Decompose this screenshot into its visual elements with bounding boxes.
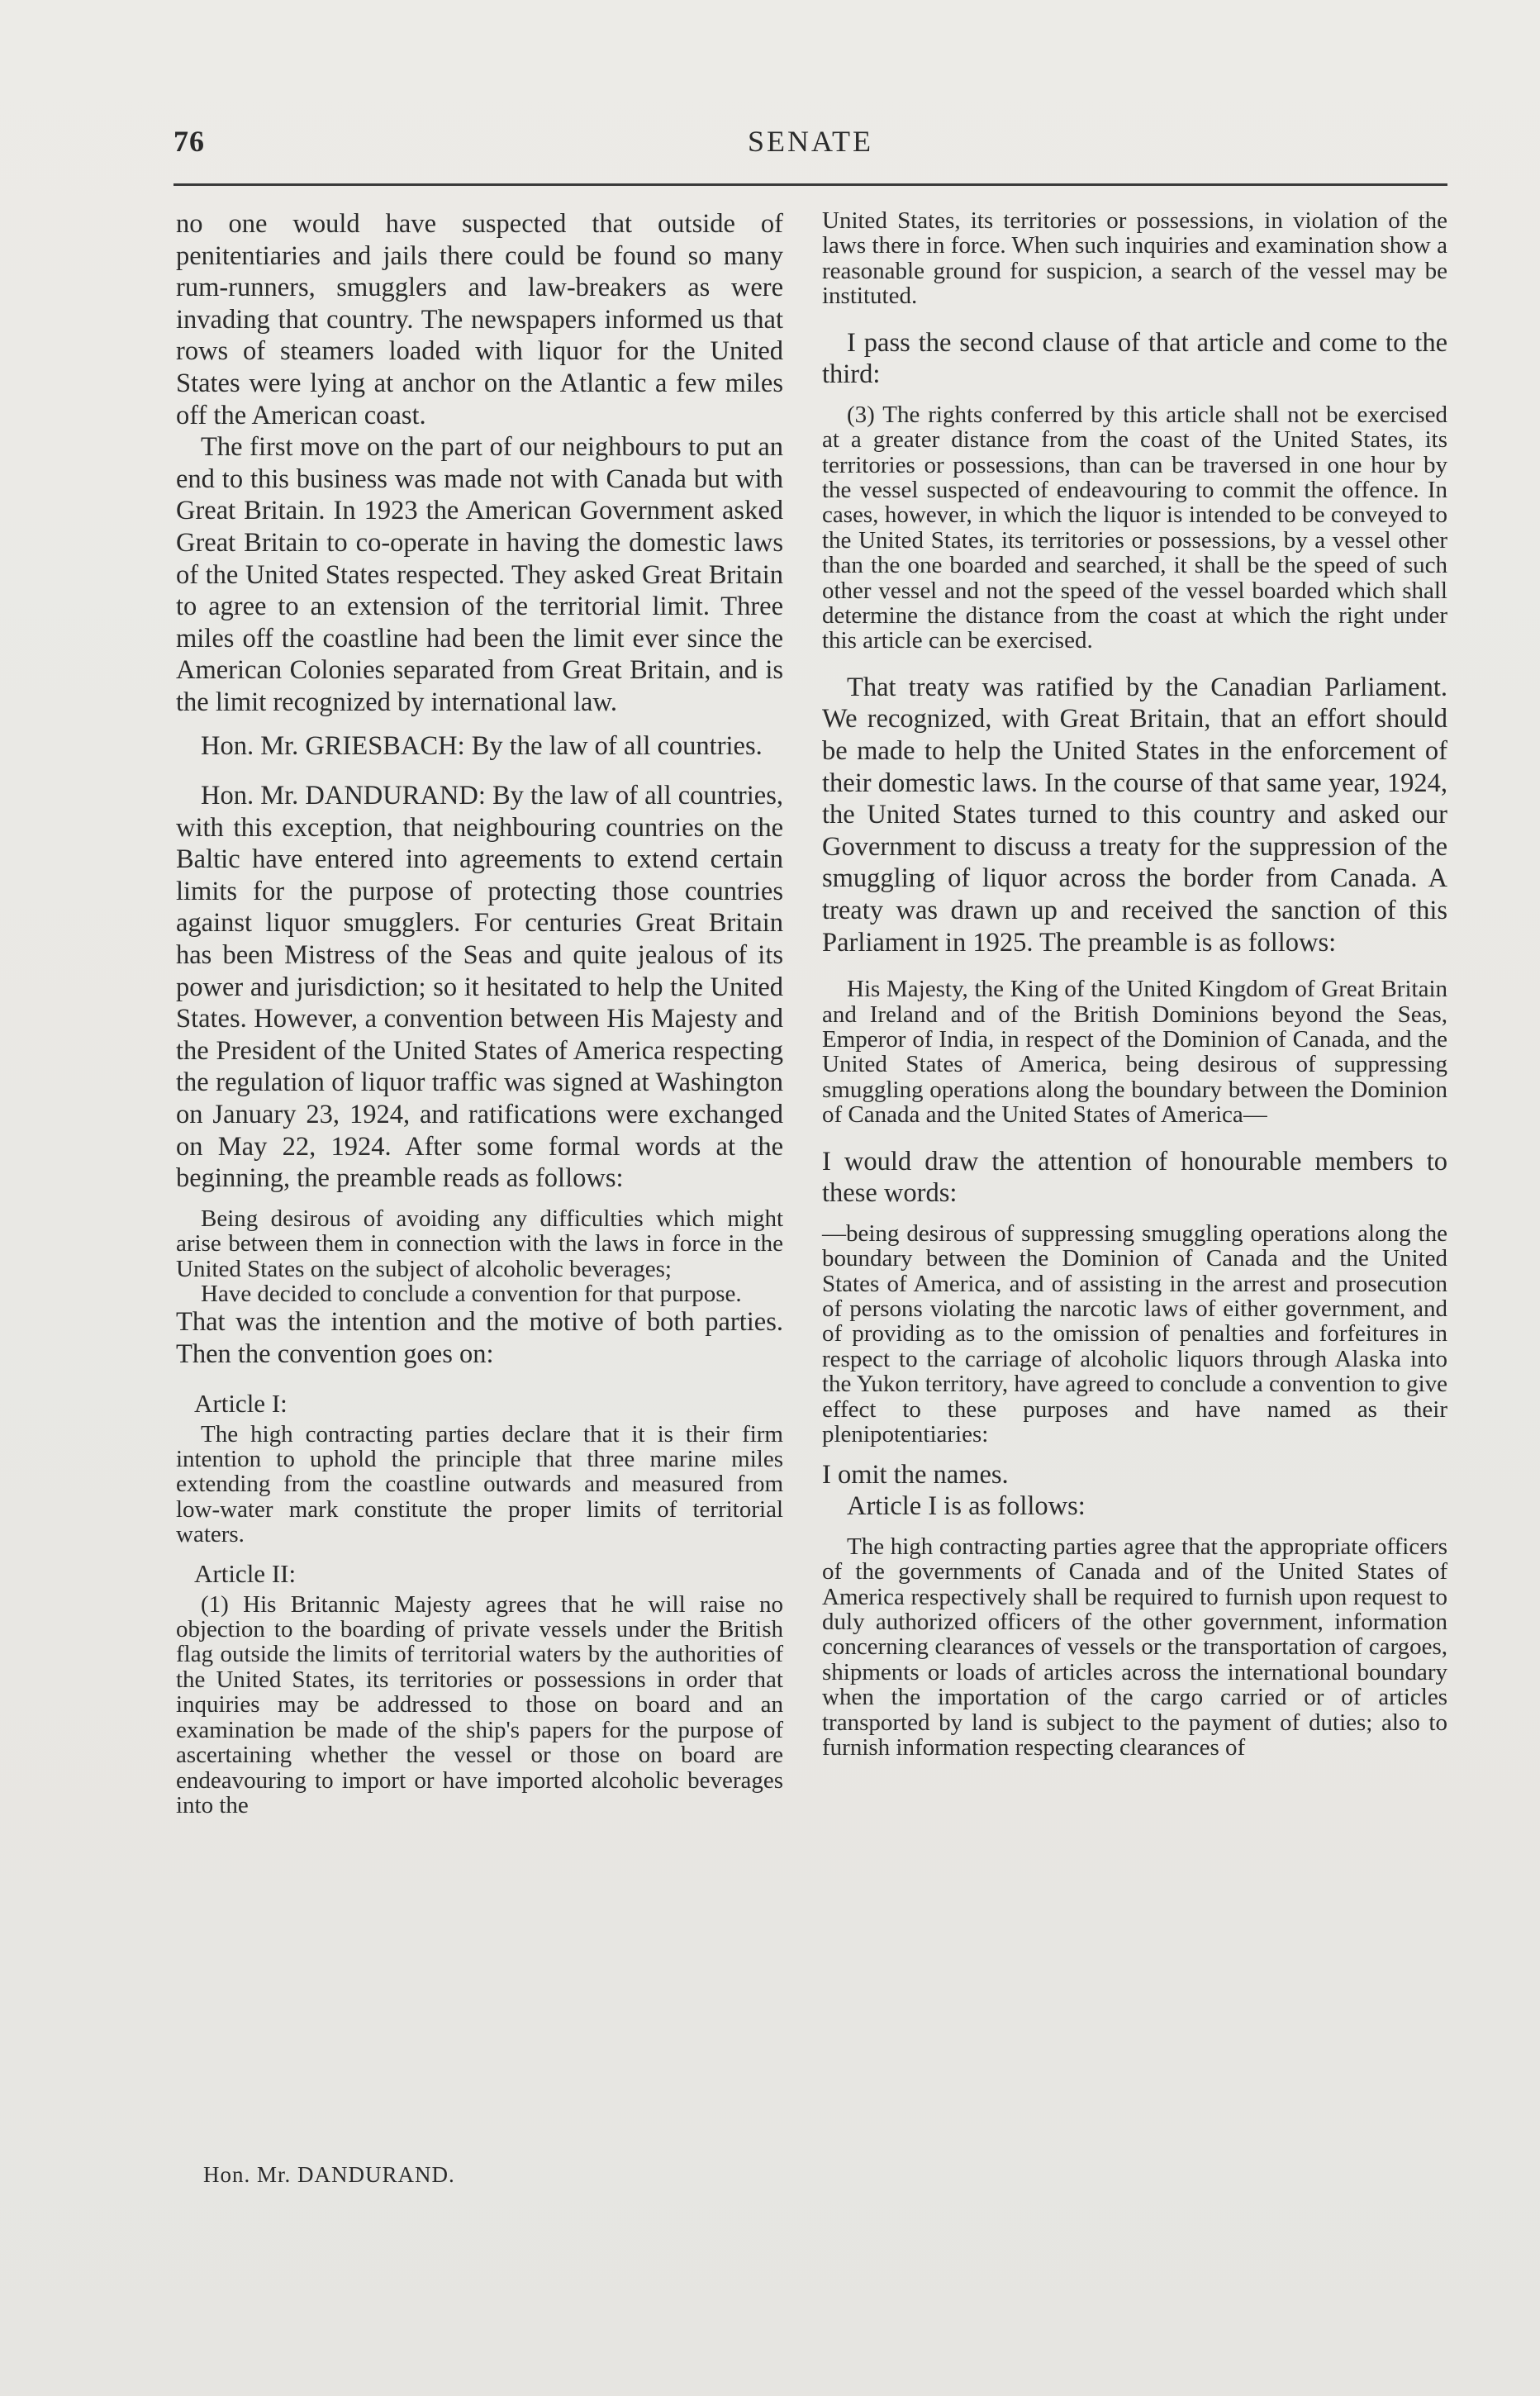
running-head: SENATE xyxy=(748,125,873,158)
paragraph: I would draw the attention of honourable members to these words: xyxy=(822,1146,1447,1209)
article-heading: Article II: xyxy=(194,1558,297,1588)
paragraph: Article I is as follows: xyxy=(847,1491,1086,1522)
quoted-paragraph: The high contracting parties agree that the appropriate officers of the governments of Canada and of the United States of America respectively shall be required to furnish upon request to duly authorized officers of the other government, information concerning clearances of vessels or the transportation of cargoes, shipments or loads of articles across the international boundary when the importation of the cargo carried or of articles transported by land is subject to the payment of duties; also to furnish information respecting clearances of xyxy=(822,1533,1447,1761)
paragraph: That was the intention and the motive of both parties. Then the convention goes on: xyxy=(176,1307,783,1370)
quoted-paragraph: The high contracting parties declare that it is their firm intention to uphold the principle that three marine miles extending from the coastline outwards and measured from low-water mark constitute the proper limits of territorial waters. xyxy=(176,1420,783,1548)
quoted-paragraph: Being desirous of avoiding any difficulties which might arise between them in connection with the laws in force in the United States on the subject of alcoholic beverages; xyxy=(176,1205,783,1282)
quoted-paragraph: (3) The rights conferred by this article shall not be exercised at a greater distance from the coast of the United States, its territories or possessions, than can be traversed in one hour by the vessel suspected of endeavouring to commit the offence. In cases, however, in which the liquor is intended to be conveyed to the United States, its territories or possessions, by a vessel other than the one boarded and searched, it shall be the speed of such other vessel and not the speed of the vessel boarded which shall determine the distance from the coast at which the right under this article can be exercised. xyxy=(822,401,1447,654)
quoted-paragraph: Have decided to conclude a convention for that purpose. xyxy=(201,1281,742,1308)
right-column xyxy=(822,208,1447,1760)
article-heading: Article I: xyxy=(194,1388,288,1418)
page-header xyxy=(173,124,1447,165)
paragraph: Hon. Mr. GRIESBACH: By the law of all countries. xyxy=(201,730,763,761)
paragraph: I pass the second clause of that article and come to the third: xyxy=(822,327,1447,390)
page-number: 76 xyxy=(173,125,205,158)
quoted-paragraph: His Majesty, the King of the United Kingdom of Great Britain and Ireland and of the British Dominions beyond the Seas, Emperor of India, in respect of the Dominion of Canada, and the United States of America, being desirous of suppressing smuggling operations along the boundary between the Dominion of Canada and the United States of America— xyxy=(822,976,1447,1129)
quoted-paragraph: —being desirous of suppressing smuggling operations along the boundary between the Dominion of Canada and the United States of America, and of assisting in the arrest and prosecution of persons violating the narcotic laws of either government, and of providing as to the omission of penalties and forfeitures in respect to the carriage of alcoholic liquors through Alaska into the Yukon territory, have agreed to conclude a convention to give effect to these purposes and have named as their plenipotentiaries: xyxy=(822,1219,1447,1448)
paragraph: The first move on the part of our neighbours to put an end to this business was made not with Canada but with Great Britain. In 1923 the American Government asked Great Britain to co-operate in having the domestic laws of the United States respected. They asked Great Britain to agree to an extension of the territorial limit. Three miles off the coastline had been the limit ever since the American Colonies separated from Great Britain, and is the limit recognized by international law. xyxy=(176,432,783,717)
paragraph: no one would have suspected that outside of penitentiaries and jails there could be found so many rum-runners, smugglers and law-breakers as were invading that country. The newspapers informed us that rows of steamers loaded with liquor for the United States were lying at anchor on the Atlantic a few miles off the American coast. xyxy=(176,209,783,430)
header-rule xyxy=(173,183,1447,186)
quoted-paragraph: United States, its territories or possessions, in violation of the laws there in force. When such inquiries and examination show a reasonable ground for suspicion, a search of the vessel may be instituted. xyxy=(822,207,1447,310)
paragraph: Hon. Mr. DANDURAND: By the law of all countries, with this exception, that neighbouring countries on the Baltic have entered into agreements to extend certain limits for the purpose of protecting those countries against liquor smugglers. For centuries Great Britain has been Mistress of the Seas and quite jealous of its power and jurisdiction; so it hesitated to help the United States. However, a convention between His Majesty and the President of the United States of America respecting the regulation of liquor traffic was signed at Washington on January 23, 1924, and ratifications were exchanged on May 22, 1924. After some formal words at the beginning, the preamble reads as follows: xyxy=(176,781,783,1194)
paragraph: I omit the names. xyxy=(822,1459,1009,1490)
footer-speaker: Hon. Mr. DANDURAND. xyxy=(203,2162,455,2187)
left-column xyxy=(176,208,783,1818)
paragraph: That treaty was ratified by the Canadian Parliament. We recognized, with Great Britain, that an effort should be made to help the United States in the enforcement of their domestic laws. In the course of that same year, 1924, the United States turned to this country and asked our Government to discuss a treaty for the suppression of the smuggling of liquor across the border from Canada. A treaty was drawn up and received the sanction of this Parliament in 1925. The preamble is as follows: xyxy=(822,672,1447,958)
quoted-paragraph: (1) His Britannic Majesty agrees that he will raise no objection to the boarding of private vessels under the British flag outside the limits of territorial waters by the authorities of the United States, its territories or possessions in order that inquiries may be addressed to those on board and an examination be made of the ship's papers for the purpose of ascertaining whether the vessel or those on board are endeavouring to import or have imported alcoholic beverages into the xyxy=(176,1590,783,1818)
